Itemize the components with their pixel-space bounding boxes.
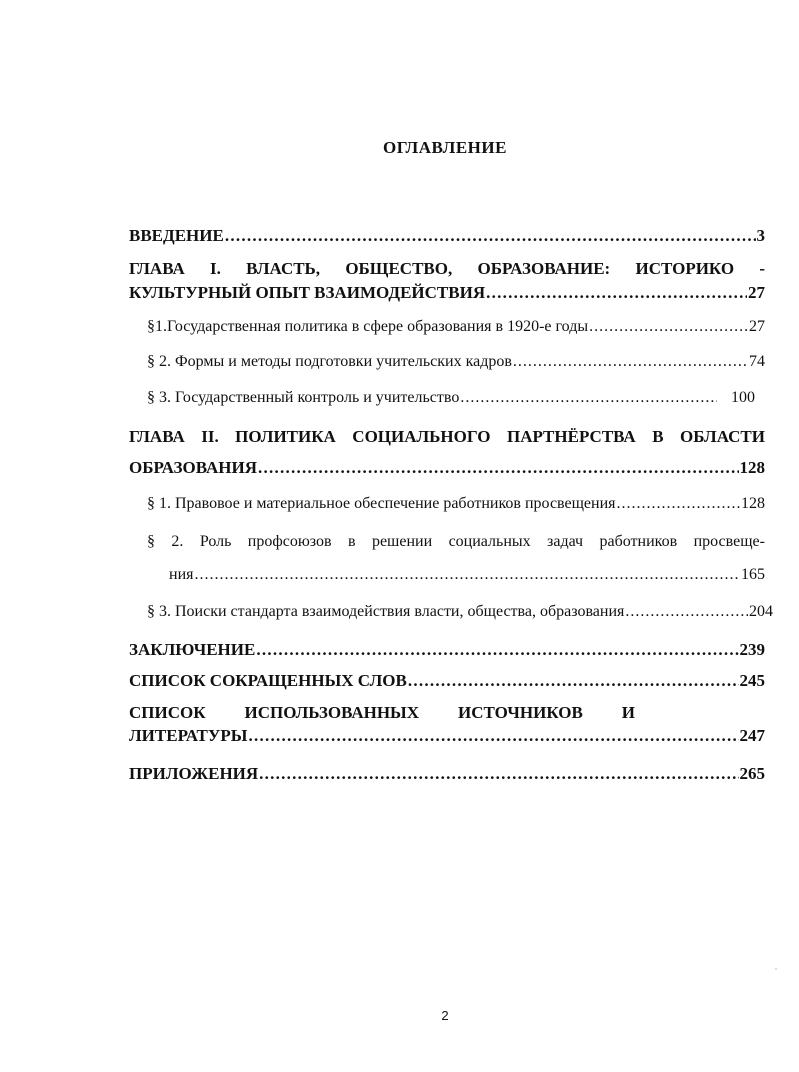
- word: ГЛАВА: [129, 259, 185, 278]
- toc-leader: [248, 726, 738, 746]
- toc-entry-appendices[interactable]: [129, 764, 765, 784]
- toc-page-number: 204: [749, 603, 773, 620]
- word: ОБРАЗОВАНИЕ:: [477, 259, 611, 278]
- toc-page-number: 245: [739, 671, 765, 690]
- toc-chapter2-heading-line1[interactable]: [129, 427, 765, 447]
- word: ИСТОЧНИКОВ: [457, 703, 583, 722]
- word: В: [652, 427, 664, 446]
- toc-chapter2-heading-line2[interactable]: [129, 458, 765, 478]
- toc-leader: [194, 566, 740, 584]
- toc-section-1-3[interactable]: [147, 389, 755, 407]
- toc-entry-label: ВВЕДЕНИЕ: [129, 226, 224, 245]
- word: СПИСОК: [129, 703, 206, 722]
- toc-entry-label: ЛИТЕРАТУРЫ: [129, 726, 248, 745]
- toc-entry-label: §1.Государственная политика в сфере образования в 1920-е годы: [147, 318, 589, 335]
- toc-leader: [589, 318, 748, 336]
- toc-page-number: 100: [731, 389, 755, 406]
- word: ПОЛИТИКА: [235, 427, 336, 446]
- toc-leader: [486, 283, 747, 303]
- toc-entry-label: СПИСОК СОКРАЩЕННЫХ СЛОВ: [129, 671, 407, 690]
- toc-page-number: 247: [739, 726, 765, 745]
- word: ОБЛАСТИ: [680, 427, 765, 446]
- toc-entry-abbreviations[interactable]: [129, 671, 765, 691]
- word: §: [147, 533, 155, 550]
- word: I.: [210, 259, 221, 278]
- toc-page-number: 265: [739, 764, 765, 783]
- word: ГЛАВА: [129, 427, 185, 446]
- toc-page-number: 239: [739, 640, 765, 659]
- word: работников: [599, 533, 678, 550]
- word: -: [759, 259, 765, 278]
- toc-leader: [625, 603, 748, 621]
- word: 2.: [171, 533, 184, 550]
- toc-chapter1-heading-line1[interactable]: [129, 259, 765, 279]
- toc-section-1-2[interactable]: [147, 353, 765, 371]
- word: ОБЩЕСТВО,: [345, 259, 453, 278]
- toc-entry-intro[interactable]: [129, 226, 765, 246]
- word: Роль: [199, 533, 232, 550]
- toc-page-number: 128: [741, 495, 765, 512]
- toc-chapter1-heading-line2[interactable]: [129, 283, 765, 303]
- toc-leader: [256, 640, 738, 660]
- word: ИСПОЛЬЗОВАННЫХ: [244, 703, 420, 722]
- toc-leader: [258, 458, 739, 478]
- toc-section-2-3[interactable]: [147, 603, 773, 621]
- toc-page-number: 27: [749, 318, 765, 335]
- toc-sources-line1[interactable]: [129, 703, 635, 723]
- toc-entry-label: КУЛЬТУРНЫЙ ОПЫТ ВЗАИМОДЕЙСТВИЯ: [129, 283, 486, 302]
- toc-entry-label: ния: [169, 566, 194, 583]
- toc-page-number: 165: [741, 566, 765, 583]
- toc-leader: [617, 495, 740, 513]
- word: ВЛАСТЬ,: [246, 259, 321, 278]
- toc-sources-line2[interactable]: [129, 726, 765, 746]
- toc-entry-label: ОБРАЗОВАНИЯ: [129, 458, 257, 477]
- word: ПАРТНЁРСТВА: [506, 427, 636, 446]
- toc-section-2-2-line2[interactable]: [169, 566, 765, 584]
- page-title: ОГЛАВЛЕНИЕ: [383, 138, 507, 157]
- word: решении: [371, 533, 433, 550]
- toc-entry-label: § 3. Государственный контроль и учительство: [147, 389, 460, 406]
- toc-section-1-1[interactable]: [147, 318, 765, 336]
- page-number: 2: [441, 1008, 449, 1023]
- toc-page-number: 27: [748, 283, 765, 302]
- toc-entry-conclusion[interactable]: [129, 640, 765, 660]
- toc-page-number: 128: [739, 458, 765, 477]
- toc-leader: [513, 353, 748, 371]
- word: в: [347, 533, 356, 550]
- toc-leader: [225, 226, 756, 246]
- word: задач: [547, 533, 584, 550]
- toc-entry-label: § 1. Правовое и материальное обеспечение работников просвещения: [147, 495, 616, 512]
- word: II.: [201, 427, 219, 446]
- toc-section-2-2-line1[interactable]: [147, 533, 765, 551]
- toc-page-number: 3: [756, 226, 765, 245]
- toc-leader: [408, 671, 739, 691]
- scan-speck: [775, 968, 777, 970]
- word: СОЦИАЛЬНОГО: [352, 427, 491, 446]
- toc-entry-label: § 2. Формы и методы подготовки учительских кадров: [147, 353, 512, 370]
- toc-entry-label: ПРИЛОЖЕНИЯ: [129, 764, 259, 783]
- word: ИСТОРИКО: [635, 259, 735, 278]
- toc-entry-label: § 3. Поиски стандарта взаимодействия власти, общества, образования: [147, 603, 625, 620]
- toc-leader: [259, 764, 738, 784]
- word: социальных: [448, 533, 531, 550]
- toc-section-2-1[interactable]: [147, 495, 765, 513]
- word: профсоюзов: [247, 533, 332, 550]
- word: И: [621, 703, 635, 722]
- word: просвеще-: [693, 533, 765, 550]
- toc-page-number: 74: [749, 353, 765, 370]
- toc-leader: [460, 389, 717, 407]
- toc-entry-label: ЗАКЛЮЧЕНИЕ: [129, 640, 256, 659]
